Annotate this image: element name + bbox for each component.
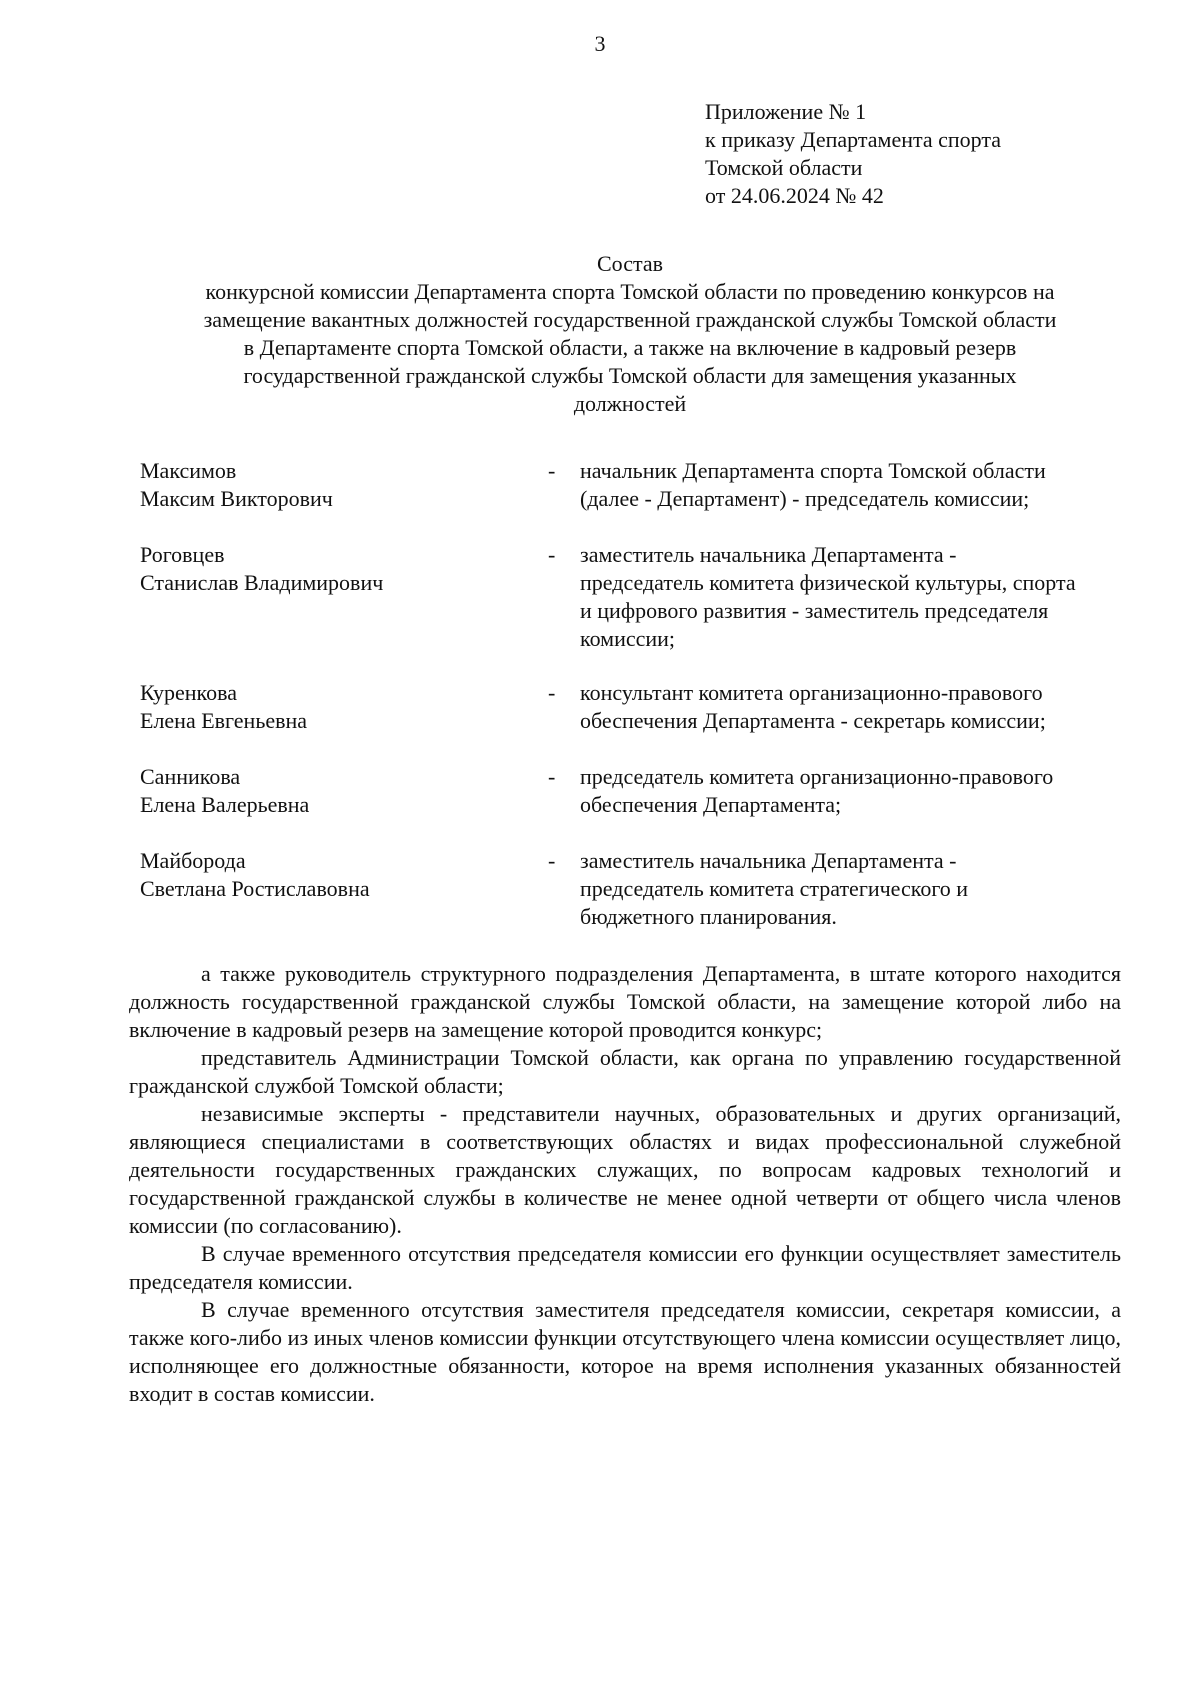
appendix-line: Томской области bbox=[705, 155, 863, 180]
role-line: заместитель начальника Департамента - bbox=[580, 542, 957, 567]
member-given-name: Станислав Владимирович bbox=[140, 570, 384, 595]
role-line: заместитель начальника Департамента - bbox=[580, 848, 957, 873]
member-entry bbox=[140, 457, 1140, 541]
appendix-header bbox=[705, 98, 1165, 210]
member-entry bbox=[140, 763, 1140, 847]
role-line: председатель комитета стратегического и bbox=[580, 876, 969, 901]
title-subtitle-line: в Департаменте спорта Томской области, а также на включение в кадровый резерв bbox=[243, 335, 1017, 360]
body-paragraph: В случае временного отсутствия заместителя председателя комиссии, секретаря комиссии, а также кого-либо из иных членов комиссии функции отсутствующего члена комиссии осуществляет лицо, исполняющее его должностные обязанности, которое на время исполнения указанных обязанностей входит в состав комиссии. bbox=[129, 1297, 1121, 1406]
member-dash: - bbox=[548, 680, 556, 705]
appendix-line: к приказу Департамента спорта bbox=[705, 127, 1002, 152]
title-subtitle-line: должностей bbox=[573, 391, 687, 416]
member-name bbox=[140, 763, 540, 819]
member-given-name: Светлана Ростиславовна bbox=[140, 876, 370, 901]
appendix-line: от 24.06.2024 № 42 bbox=[705, 183, 884, 208]
member-entry bbox=[140, 541, 1140, 679]
member-name bbox=[140, 847, 540, 903]
body-paragraph: а также руководитель структурного подразделения Департамента, в штате которого находится должность государственной гражданской службы Томской области, на замещение которой либо на включение в кадровый резерв на замещение которой проводится конкурс; bbox=[129, 961, 1121, 1042]
member-dash: - bbox=[548, 542, 556, 567]
title-subtitle-line: государственной гражданской службы Томской области для замещения указанных bbox=[243, 363, 1017, 388]
body-paragraph: представитель Администрации Томской области, как органа по управлению государственной гражданской службой Томской области; bbox=[129, 1045, 1121, 1098]
member-role bbox=[580, 541, 1145, 653]
body-paragraph: В случае временного отсутствия председателя комиссии его функции осуществляет заместитель председателя комиссии. bbox=[129, 1241, 1121, 1294]
member-role bbox=[580, 457, 1145, 513]
member-given-name: Елена Валерьевна bbox=[140, 792, 310, 817]
member-dash: - bbox=[548, 848, 556, 873]
member-name bbox=[140, 541, 540, 597]
member-name bbox=[140, 457, 540, 513]
commission-members-list bbox=[140, 457, 1140, 931]
member-surname: Куренкова bbox=[140, 680, 237, 705]
member-surname: Майборода bbox=[140, 848, 246, 873]
body-paragraph: независимые эксперты - представители научных, образовательных и других организаций, являющиеся специалистами в соответствующих областях и видах профессиональной служебной деятельности государственных гражданских служащих, по вопросам кадровых технологий и государственной гражданской службы в количестве не менее одной четверти от общего числа членов комиссии (по согласованию). bbox=[129, 1101, 1121, 1238]
title-subtitle-line: конкурсной комиссии Департамента спорта Томской области по проведению конкурсов на bbox=[205, 279, 1055, 304]
role-line: председатель комитета организационно-правового bbox=[580, 764, 1054, 789]
role-line: и цифрового развития - заместитель председателя bbox=[580, 598, 1049, 623]
member-entry bbox=[140, 679, 1140, 763]
member-dash: - bbox=[548, 764, 556, 789]
member-given-name: Елена Евгеньевна bbox=[140, 708, 308, 733]
role-line: обеспечения Департамента - секретарь комиссии; bbox=[580, 708, 1046, 733]
member-name bbox=[140, 679, 540, 735]
page-number: 3 bbox=[594, 31, 606, 56]
member-role bbox=[580, 847, 1145, 931]
member-given-name: Максим Викторович bbox=[140, 486, 333, 511]
role-line: председатель комитета физической культуры, спорта bbox=[580, 570, 1076, 595]
title-subtitle-line: замещение вакантных должностей государственной гражданской службы Томской области bbox=[203, 307, 1057, 332]
document-title bbox=[130, 250, 1130, 418]
member-surname: Максимов bbox=[140, 458, 237, 483]
role-line: обеспечения Департамента; bbox=[580, 792, 842, 817]
appendix-line: Приложение № 1 bbox=[705, 99, 867, 124]
member-entry bbox=[140, 847, 1140, 931]
title-heading: Состав bbox=[596, 251, 664, 276]
member-dash: - bbox=[548, 458, 556, 483]
member-role bbox=[580, 679, 1145, 735]
member-role bbox=[580, 763, 1145, 819]
role-line: (далее - Департамент) - председатель комиссии; bbox=[580, 486, 1030, 511]
member-surname: Роговцев bbox=[140, 542, 225, 567]
body-text bbox=[129, 960, 1121, 1408]
role-line: комиссии; bbox=[580, 626, 676, 651]
role-line: бюджетного планирования. bbox=[580, 904, 837, 929]
role-line: консультант комитета организационно-правового bbox=[580, 680, 1043, 705]
member-surname: Санникова bbox=[140, 764, 241, 789]
role-line: начальник Департамента спорта Томской области bbox=[580, 458, 1046, 483]
